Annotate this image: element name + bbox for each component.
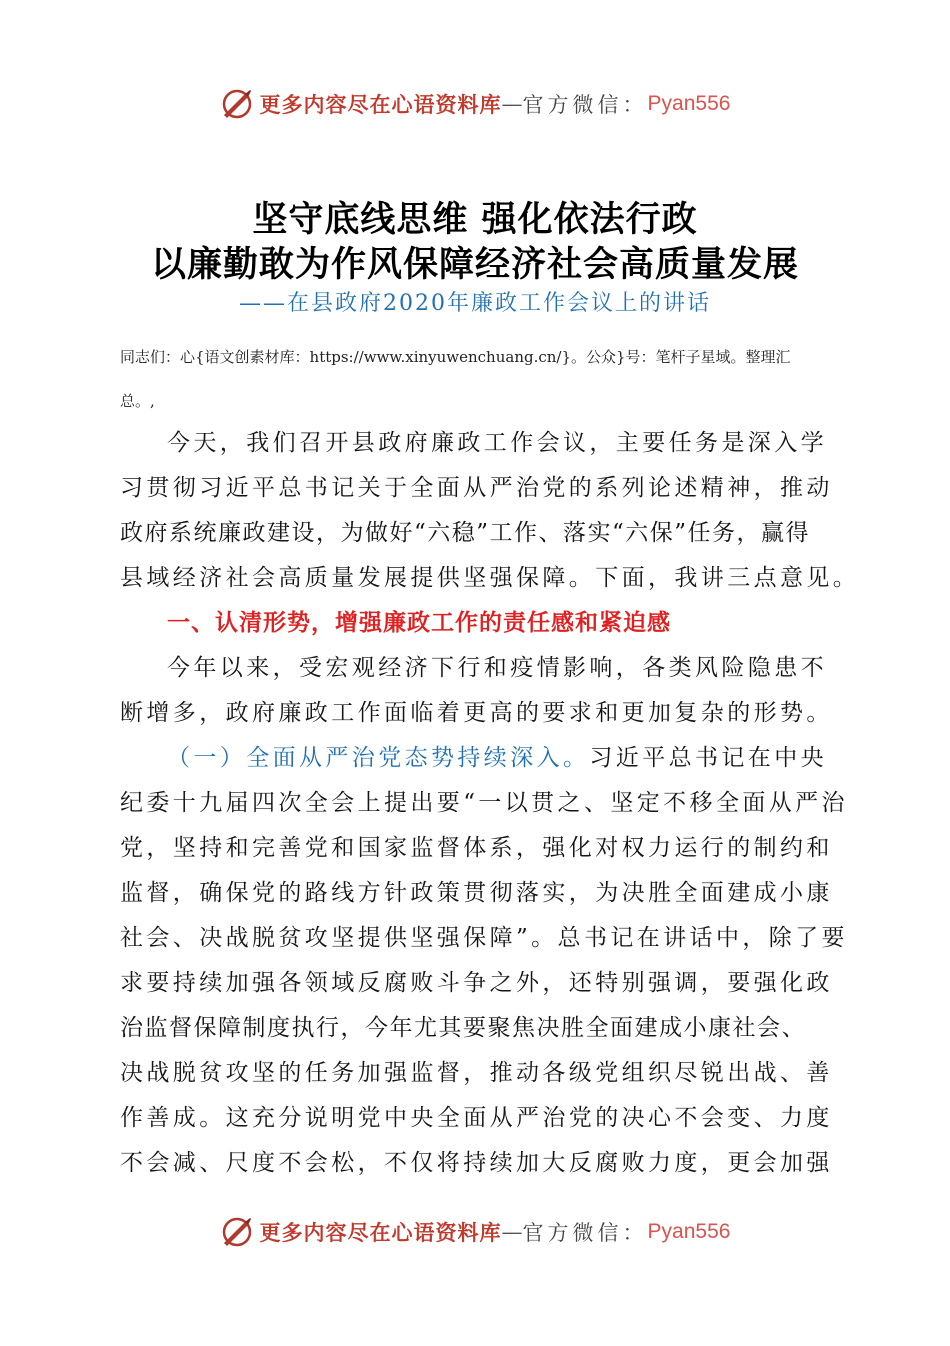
- opening-note-line-1: 同志们：心{语文创素材库：https://www.xinyuwenchuang.cn/}。公众}号：笔杆子星域。整理汇: [120, 348, 791, 366]
- pen-in-circle-logo-icon: [220, 87, 254, 121]
- pen-in-circle-logo-icon: [220, 1215, 254, 1249]
- subsection-heading: （一）全面从严治党态势持续深入。: [167, 745, 590, 771]
- body-line: 县域经济社会高质量发展提供坚强保障。下面，我讲三点意见。: [120, 565, 860, 591]
- body-line: 不会减、尺度不会松，不仅将持续加大反腐败力度，更会加强: [120, 1150, 833, 1176]
- body-line: 今年以来，受宏观经济下行和疫情影响，各类风险隐患不: [167, 655, 827, 681]
- document-title-line-1: 坚守底线思维 强化依法行政: [252, 199, 698, 240]
- document-title-line-2: 以廉勤敢为作风保障经济社会高质量发展: [150, 244, 799, 285]
- watermark-dash: —: [501, 92, 523, 116]
- body-line: 决战脱贫攻坚的任务加强监督，推动各级党组织尽锐出战、善: [120, 1060, 833, 1086]
- watermark-dash: —: [501, 1220, 523, 1244]
- watermark-wechat-label: 官方微信：: [522, 93, 648, 117]
- watermark-wechat-label: 官方微信：: [522, 1221, 648, 1245]
- subsection-first-line: [167, 739, 840, 772]
- header-watermark: [0, 84, 950, 124]
- watermark-wechat-id: Pyan556: [647, 1220, 731, 1243]
- subsection-text: 习近平总书记在中央: [589, 745, 828, 771]
- body-line: 作善成。这充分说明党中央全面从严治党的决心不会变、力度: [120, 1105, 833, 1131]
- body-line: 习贯彻习近平总书记关于全面从严治党的系列论述精神，推动: [120, 475, 833, 501]
- body-line: 今天，我们召开县政府廉政工作会议，主要任务是深入学: [167, 430, 827, 456]
- section-heading: 一、认清形势，增强廉政工作的责任感和紧迫感: [167, 609, 671, 636]
- body-line: 政府系统廉政建设，为做好“六稳”工作、落实“六保”任务，赢得: [120, 520, 811, 546]
- body-line: 治监督保障制度执行，今年尤其要聚焦决胜全面建成小康社会、: [120, 1015, 806, 1041]
- body-line: 求要持续加强各领域反腐败斗争之外，还特别强调，要强化政: [120, 970, 833, 996]
- body-line: 监督，确保党的路线方针政策贯彻落实，为决胜全面建成小康: [120, 880, 833, 906]
- opening-note-line-2: 总。,: [120, 392, 155, 410]
- body-line: 社会、决战脱贫攻坚提供坚强保障”。总书记在讲话中，除了要: [120, 925, 848, 951]
- watermark-wechat-id: Pyan556: [647, 92, 731, 115]
- document-subtitle: ——在县政府2020年廉政工作会议上的讲话: [239, 291, 711, 316]
- body-line: 断增多，政府廉政工作面临着更高的要求和更加复杂的形势。: [120, 700, 833, 726]
- watermark-brand: 更多内容尽在心语资料库: [259, 1220, 502, 1245]
- body-line: 纪委十九届四次全会上提出要“一以贯之、坚定不移全面从严治: [120, 790, 848, 816]
- footer-watermark: [0, 1212, 950, 1252]
- watermark-brand: 更多内容尽在心语资料库: [259, 92, 502, 117]
- body-line: 党，坚持和完善党和国家监督体系，强化对权力运行的制约和: [120, 835, 833, 861]
